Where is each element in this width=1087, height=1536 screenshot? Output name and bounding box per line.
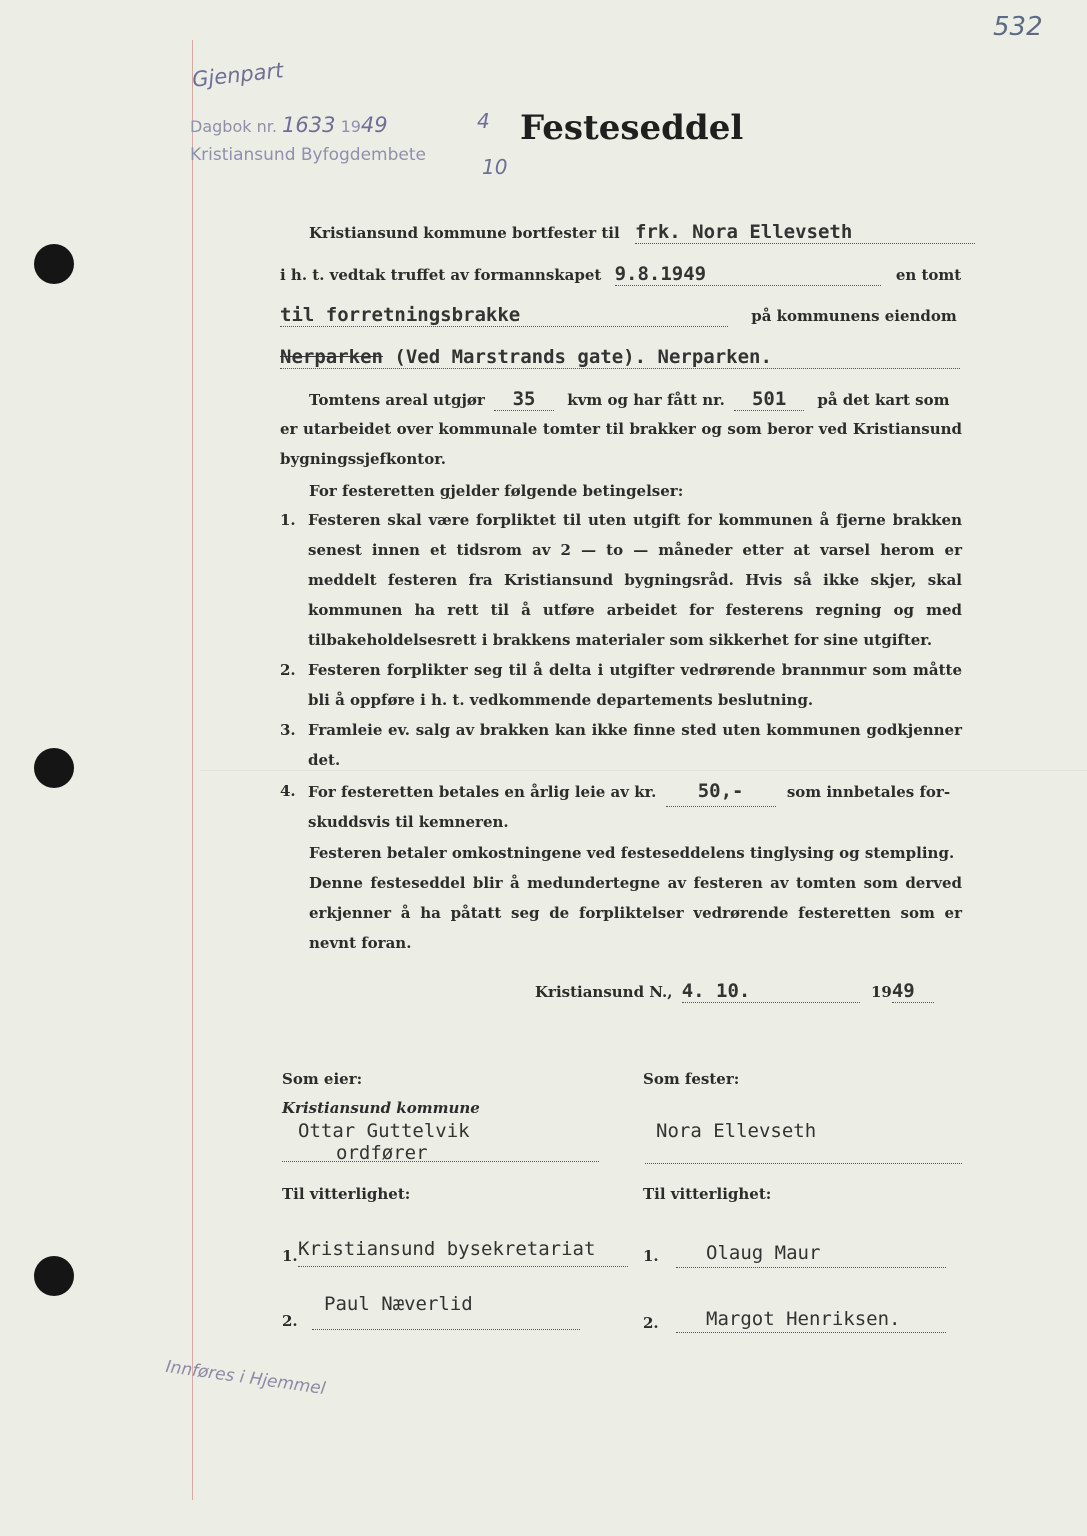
stamp-year-prefix: 19 (340, 117, 361, 136)
stamp-dagbok-label: Dagbok nr. (190, 117, 277, 136)
form-line-area (309, 388, 949, 411)
area-paragraph: er utarbeidet over kommunale tomter til brakker og som beror ved Kristiansund bygningssjefkontor. (280, 420, 962, 468)
line-text: på det kart som (817, 391, 950, 409)
witness-right-2-name: Margot Henriksen. (706, 1308, 901, 1330)
condition-3 (280, 715, 962, 775)
witness-number: 1. (282, 1247, 298, 1265)
condition-4 (280, 776, 962, 837)
line-text: en tomt (895, 266, 962, 284)
line-text: Kristiansund kommune bortfester til (309, 224, 620, 242)
property-field (280, 346, 960, 369)
stamp-office: Kristiansund Byfogdembete (190, 145, 426, 165)
handwritten-annotation: Innføres i Hjemmel (164, 1356, 327, 1400)
line-text: på kommunens eiendom (751, 307, 957, 325)
document-title: Festeseddel (520, 108, 744, 148)
property-text: (Ved Marstrands gate). (394, 346, 647, 368)
owner-signature-line (282, 1160, 599, 1162)
condition-number: 4. (280, 782, 296, 800)
witness-number: 2. (643, 1314, 659, 1332)
witness-right-1-name: Olaug Maur (706, 1242, 821, 1264)
page-number: 532 (993, 12, 1043, 42)
condition-4-line (308, 776, 962, 807)
area-field: 35 (494, 388, 554, 411)
condition-number: 3. (280, 721, 296, 739)
plot-number-field: 501 (734, 388, 804, 411)
condition-text: Festeren skal være forpliktet til uten utgift for kommunen å fjerne brakken senest innen et tidsrom av 2 — to — måneder etter at varsel herom er meddelt festeren fra Kristiansund bygningsråd. Hvis så ikke skjer, skal kommunen ha rett til å utføre arbeidet for festerens regning og med tilbakeholdelsesrett i brakkens materialer som sikkerhet for sine utgifter. (308, 511, 962, 649)
witness-right-1-line (676, 1266, 946, 1268)
stamp-date-top: 4 (477, 109, 490, 133)
condition-text: skuddsvis til kemneren. (308, 813, 509, 831)
conditions-intro: For festeretten gjelder følgende betingelser: (309, 482, 684, 500)
witness-left-2-name: Paul Næverlid (324, 1293, 473, 1315)
punch-hole (34, 244, 74, 284)
year-field: 49 (892, 980, 934, 1003)
stamp-date-bottom: 10 (482, 155, 508, 179)
witness-number: 2. (282, 1312, 298, 1330)
form-line-tenant (309, 221, 975, 244)
owner-label: Som eier: (282, 1070, 363, 1088)
tenant-label: Som fester: (643, 1070, 740, 1088)
punch-hole (34, 748, 74, 788)
punch-hole (34, 1256, 74, 1296)
condition-text: Festeren forplikter seg til å delta i utgifter vedrørende brannmur som måtte bli å oppføre i h. t. vedkommende departements beslutning. (308, 661, 962, 709)
line-text: i h. t. vedtak truffet av formannskapet (280, 266, 602, 284)
decision-date-field: 9.8.1949 (615, 263, 881, 286)
closing-costs: Festeren betaler omkostningene ved festeseddelens tinglysing og stempling. (309, 844, 955, 862)
rent-amount-field: 50,- (666, 776, 776, 807)
owner-organization: Kristiansund kommune (282, 1099, 480, 1117)
registry-stamp (190, 58, 520, 203)
witness-left-2-line (312, 1328, 580, 1330)
purpose-field: til forretningsbrakke (280, 304, 728, 327)
place-date-line (535, 980, 934, 1003)
witness-number: 1. (643, 1247, 659, 1265)
condition-number: 2. (280, 661, 296, 679)
date-field: 4. 10. (682, 980, 860, 1003)
stamp-handwritten-note: Gjenpart (190, 58, 285, 92)
condition-2 (280, 655, 962, 715)
owner-signature-title: ordfører (336, 1142, 428, 1164)
witness-left-1-line (298, 1265, 628, 1267)
property-struck: Nerparken (280, 346, 383, 368)
witness-label-left: Til vitterlighet: (282, 1185, 411, 1203)
tenant-signature-name: Nora Ellevseth (656, 1120, 817, 1142)
line-text: Tomtens areal utgjør (309, 391, 485, 409)
tenant-field: frk. Nora Ellevseth (635, 221, 975, 244)
margin-rule (192, 40, 193, 1500)
year-prefix: 19 (870, 983, 892, 1001)
owner-signature-name: Ottar Guttelvik (298, 1120, 470, 1142)
line-text: For festeretten betales en årlig leie av kr. (308, 783, 657, 801)
line-text: kvm og har fått nr. (567, 391, 725, 409)
form-line-property (280, 346, 960, 373)
place-text: Kristiansund N., (535, 983, 673, 1001)
form-line-purpose (280, 304, 957, 327)
condition-text: Framleie ev. salg av brakken kan ikke finne sted uten kommunen godkjenner det. (308, 721, 962, 769)
property-end: Nerparken. (657, 346, 772, 368)
form-line-decision (280, 263, 961, 286)
witness-right-2-line (676, 1331, 946, 1333)
stamp-year-suffix: 49 (360, 113, 388, 137)
witness-left-1-name: Kristiansund bysekretariat (298, 1238, 596, 1260)
line-text: som innbetales for- (786, 783, 951, 801)
condition-1 (280, 505, 962, 655)
witness-label-right: Til vitterlighet: (643, 1185, 772, 1203)
closing-signing: Denne festeseddel blir å medundertegne av festeren av tomten som derved erkjenner å ha påtatt seg de forpliktelser vedrørende festeretten som er nevnt foran. (309, 874, 962, 952)
condition-number: 1. (280, 511, 296, 529)
tenant-signature-line (645, 1162, 962, 1164)
stamp-dagbok-number: 1633 (282, 113, 336, 137)
